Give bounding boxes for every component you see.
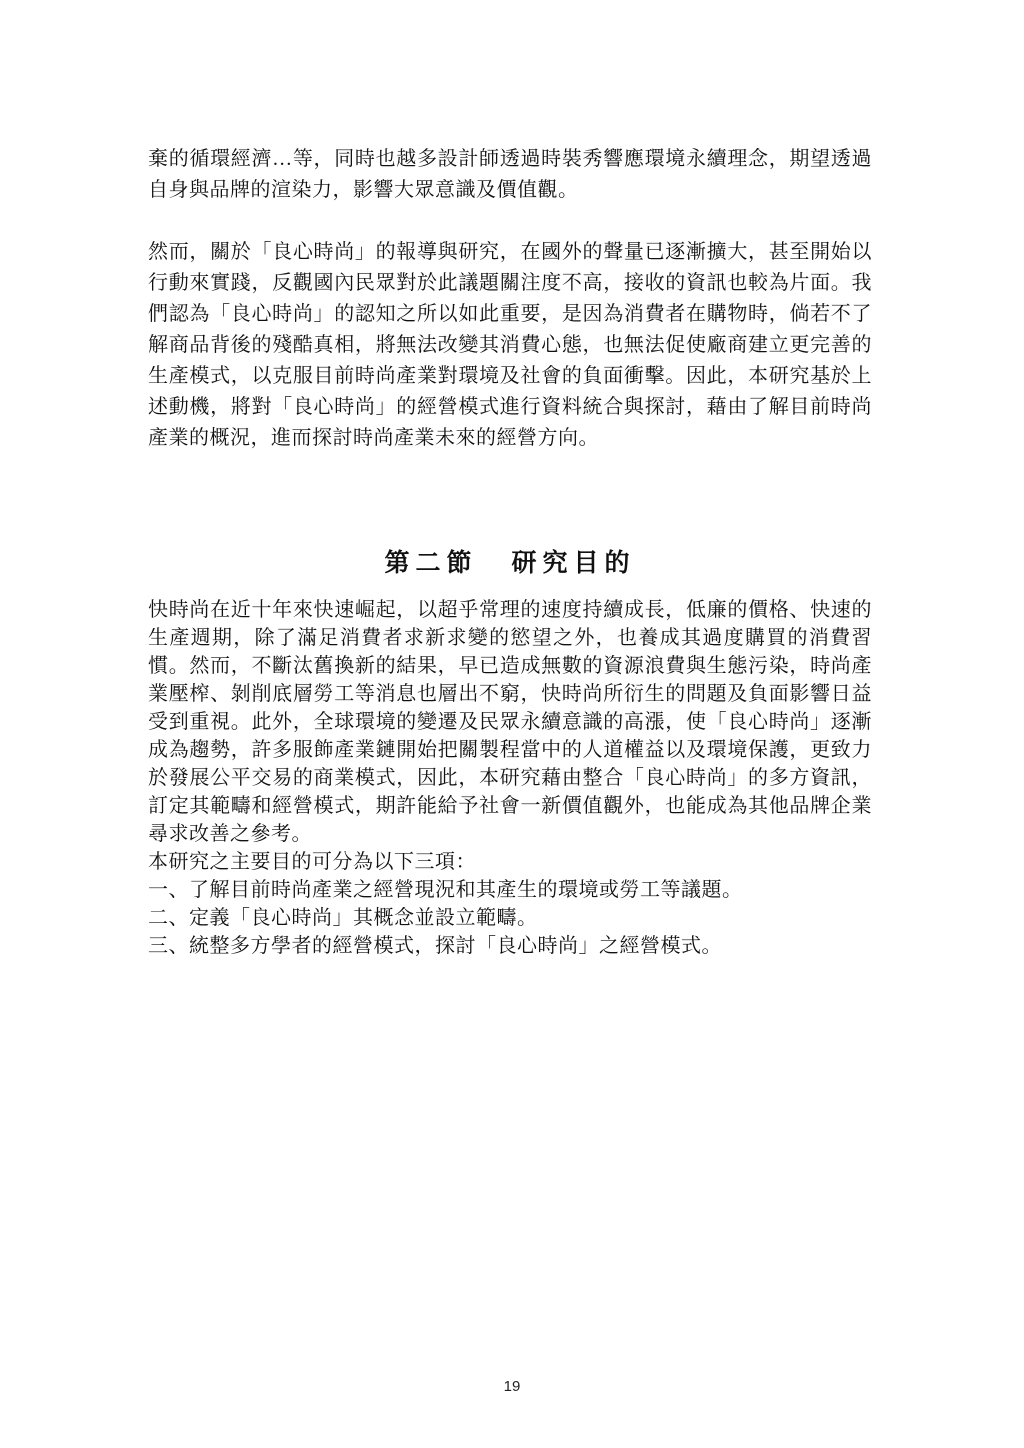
section-number: 第二節	[384, 550, 478, 577]
research-purpose-section	[148, 596, 872, 960]
paragraph-research-purpose: 快時尚在近十年來快速崛起，以超乎常理的速度持續成長，低廉的價格、快速的生產週期，除了滿足消費者求新求變的慾望之外，也養成其過度購買的消費習慣。然而，不斷汰舊換新的結果，早已造成無數的資源浪費與生態污染，時尚產業壓榨、剝削底層勞工等消息也層出不窮，快時尚所衍生的問題及負面影響日益受到重視。此外，全球環境的變遷及民眾永續意識的高漲，使「良心時尚」逐漸成為趨勢，許多服飾產業鏈開始把關製程當中的人道權益以及環境保護，更致力於發展公平交易的商業模式，因此，本研究藉由整合「良心時尚」的多方資訊，訂定其範疇和經營模式，期許能給予社會一新價值觀外，也能成為其他品牌企業尋求改善之參考。	[148, 599, 872, 845]
page-content	[148, 144, 872, 960]
purpose-item-1: 一、了解目前時尚產業之經營現況和其產生的環境或勞工等議題。	[148, 879, 743, 901]
purpose-item-3: 三、統整多方學者的經營模式，探討「良心時尚」之經營模式。	[148, 935, 722, 957]
section-heading	[148, 546, 872, 582]
purpose-item-2: 二、定義「良心時尚」其概念並設立範疇。	[148, 907, 538, 929]
purpose-list-intro: 本研究之主要目的可分為以下三項：	[148, 851, 476, 873]
paragraph-motivation: 然而，關於「良心時尚」的報導與研究，在國外的聲量已逐漸擴大，甚至開始以行動來實踐，反觀國內民眾對於此議題關注度不高，接收的資訊也較為片面。我們認為「良心時尚」的認知之所以如此重要，是因為消費者在購物時，倘若不了解商品背後的殘酷真相，將無法改變其消費心態，也無法促使廠商建立更完善的生產模式，以克服目前時尚產業對環境及社會的負面衝擊。因此，本研究基於上述動機，將對「良心時尚」的經營模式進行資料統合與探討，藉由了解目前時尚產業的概況，進而探討時尚產業未來的經營方向。	[148, 241, 872, 449]
paragraph-continuation: 棄的循環經濟…等，同時也越多設計師透過時裝秀響應環境永續理念，期望透過自身與品牌的渲染力，影響大眾意識及價值觀。	[148, 148, 872, 201]
page-number: 19	[503, 1378, 521, 1395]
section-title: 研究目的	[511, 550, 636, 577]
